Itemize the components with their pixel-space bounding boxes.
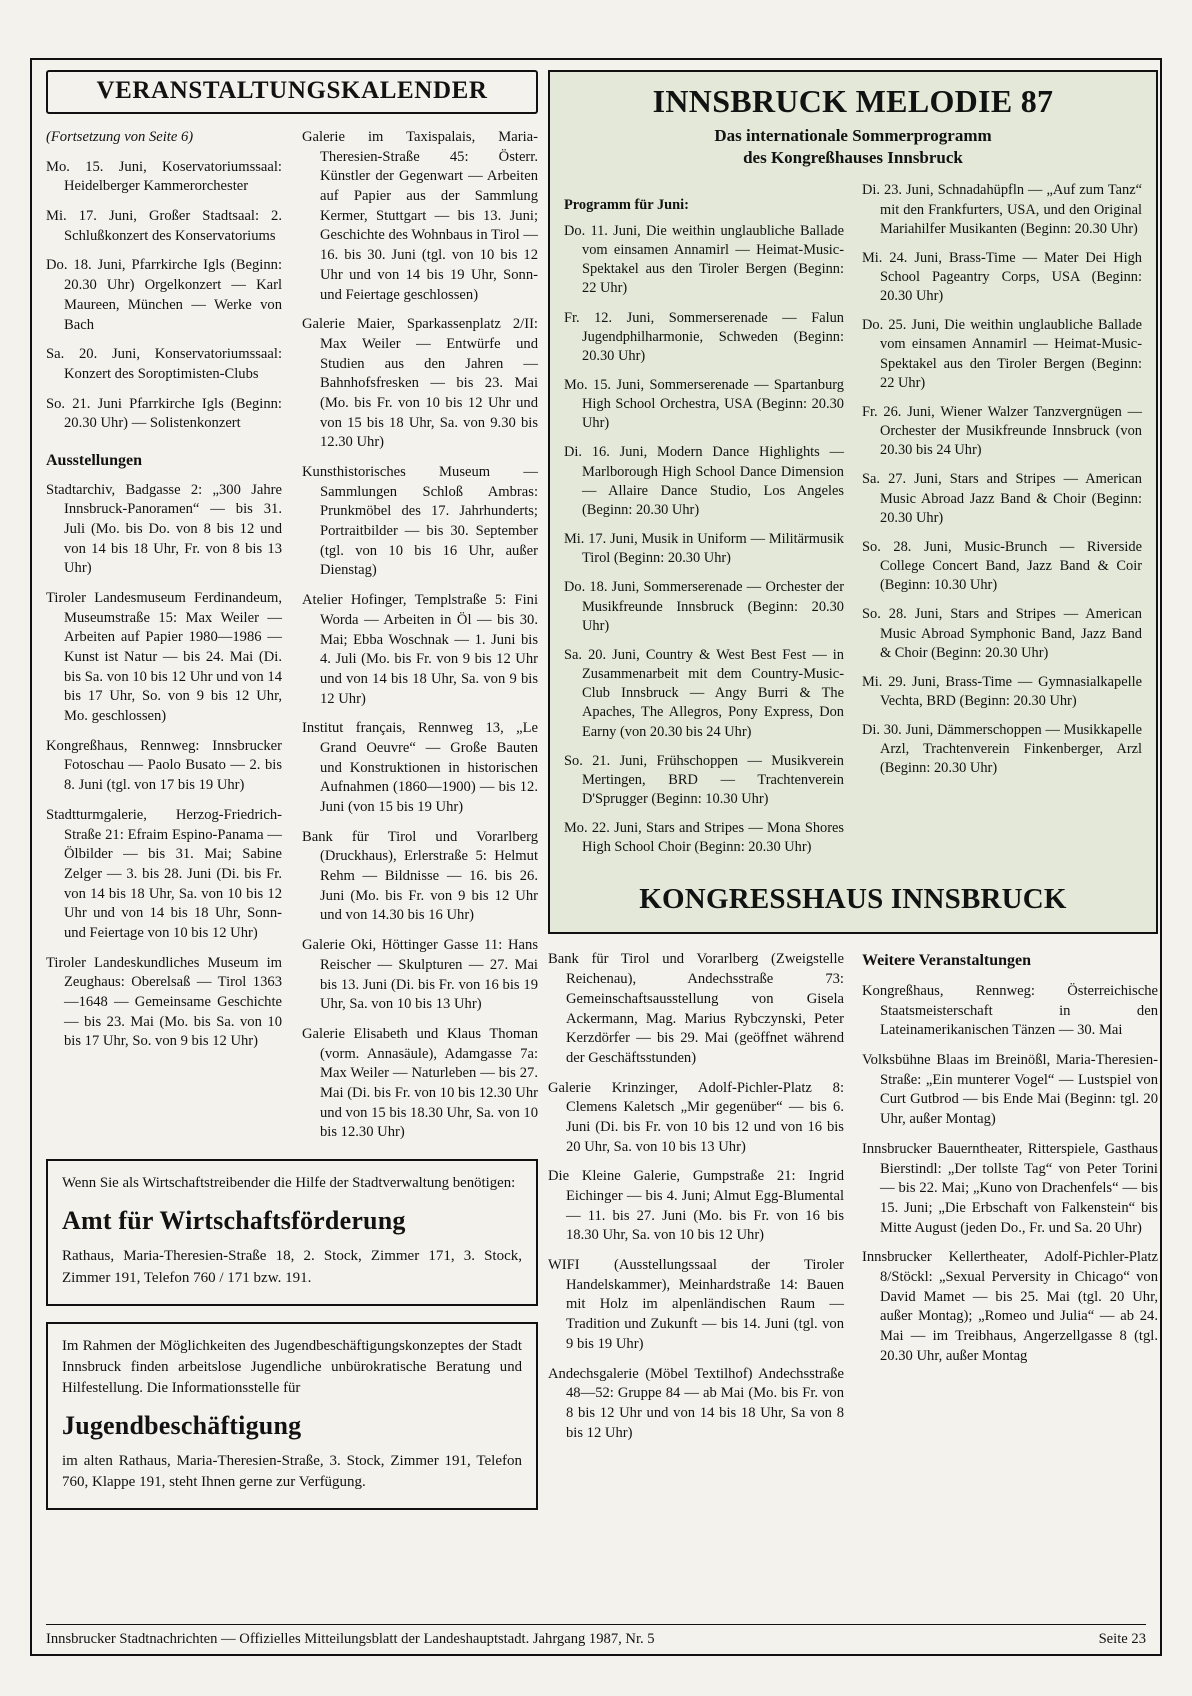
list-item: Do. 11. Juni, Die weithin unglaubliche Ballade vom einsamen Annamirl — Heimat-Music-Spektakel aus den Tiroler Bergen (Beginn: 22 Uhr) [564,222,844,297]
list-item: Di. 16. Juni, Modern Dance Highlights — Marlborough High School Dance Dimension — Allaire Dance Studio, Los Angeles (Beginn: 20.30 Uhr) [564,444,844,518]
list-item: So. 28. Juni, Music-Brunch — Riverside College Concert Band, Jazz Band & Coir (Beginn: 10.30 Uhr) [862,538,1142,594]
list-item: Fr. 12. Juni, Sommerserenade — Falun Jugendphilharmonie, Schweden (Beginn: 20.30 Uhr) [564,309,844,364]
list-item: Galerie Krinzinger, Adolf-Pichler-Platz 8: Clemens Kaletsch „Mir gegenüber“ — bis 6. Juni (Di. bis Fr. von 10 bis 12 und von 16 bis 20 Uhr, Sa. von 10 bis 13 Uhr) [548,1079,844,1155]
list-item: Volksbühne Blaas im Breinößl, Maria-Theresien-Straße: „Ein munterer Vogel“ — Lustspiel von Curt Gutbrod — bis Ende Mai (Beginn: tgl. 20 Uhr, außer Montag) [862,1052,1158,1128]
list-item: Tiroler Landesmuseum Ferdinandeum, Museumstraße 15: Max Weiler — Arbeiten auf Papier 1980—1986 — Kunst ist Natur — bis 24. Mai (Di. bis Sa. von 10 bis 12 Uhr und von 14 bis 17 Uhr, So. von 9 bis 12 Uhr, Mo. geschlossen) [46,589,282,725]
list-item: Sa. 20. Juni, Country & West Best Fest — in Zusammenarbeit mit dem Country-Music-Club Innsbruck — Angy Burri & The Apaches, The Allegros, Pony Express, Don Earny (von 20.30 bis 24 Uhr) [564,646,844,740]
list-item: So. 21. Juni, Frühschoppen — Musikverein Mertingen, BRD — Trachtenverein D'Sprugger (Beginn: 10.30 Uhr) [564,752,844,807]
page-footer [46,1624,1146,1648]
list-item: Do. 18. Juni, Pfarrkirche Igls (Beginn: 20.30 Uhr) Orgelkonzert — Karl Maureen, München — Werke von Bach [46,257,282,333]
continuation-note: (Fortsetzung von Seite 6) [46,129,194,145]
box-address-text: im alten Rathaus, Maria-Theresien-Straße, 3. Stock, Zimmer 191, Telefon 760, Klappe 191, steht Ihnen gerne zur Verfügung. [62,1452,522,1491]
list-item: Atelier Hofinger, Templstraße 5: Fini Worda — Arbeiten in Öl — bis 30. Mai; Ebba Woschnak — 1. Juni bis 4. Juli (Mo. bis Fr. von 9 bis 12 Uhr und von 14 bis 18 Uhr, Sa. von 9 bis 12 Uhr) [302,592,538,707]
box-heading: Amt für Wirtschaftsförderung [62,1206,406,1235]
jugendbeschaeftigung-box [46,1322,538,1511]
list-item: Institut français, Rennweg 13, „Le Grand Oeuvre“ — Große Bauten und Konstruktionen in historischen Aufnahmen (1860—1900) — bis 12. Juni (von 15 bis 19 Uhr) [302,720,538,815]
list-item: Mo. 22. Juni, Stars and Stripes — Mona Shores High School Choir (Beginn: 20.30 Uhr) [564,820,844,856]
list-item: Galerie Oki, Höttinger Gasse 11: Hans Reischer — Skulpturen — 27. Mai bis 13. Juni (Di. bis Fr. von 16 bis 19 Uhr, Sa. von 10 bis 13 Uhr) [302,937,538,1013]
melodie-column-right [862,181,1142,867]
list-item: WIFI (Ausstellungssaal der Tiroler Handelskammer), Meinhardstraße 14: Bauen mit Holz im alpenländischen Raum — Tradition und Zukunft — bis 14. Juni (tgl. von 9 bis 19 Uhr) [548,1257,844,1352]
list-item: Sa. 27. Juni, Stars and Stripes — American Music Abroad Jazz Band & Choir (Beginn: 20.30 Uhr) [862,471,1142,526]
list-item: Andechsgalerie (Möbel Textilhof) Andechsstraße 48—52: Gruppe 84 — ab Mai (Mo. bis Fr. von 8 bis 12 Uhr und von 14 bis 18 Uhr, Sa von 8 bis 12 Uhr) [548,1365,844,1441]
list-item: Mo. 15. Juni, Koservatoriumssaal: Heidelberger Kammerorchester [46,158,282,195]
list-item: Bank für Tirol und Vorarlberg (Druckhaus), Erlerstraße 5: Helmut Rehm — Bildnisse — 16. bis 26. Juni (Mo. bis Fr. von 9 bis 12 Uhr und von 14.30 bis 16 Uhr) [302,828,538,924]
list-item: Stadtturmgalerie, Herzog-Friedrich-Straße 21: Efraim Espino-Panama — Ölbilder — bis 31. Mai; Sabine Zelger — 3. bis 28. Juni (Di. bis Fr. von 14 bis 18 Uhr, Sa. von 10 bis 12 Uhr und von 14 bis 18 Uhr, Sonn- und Feiertage von 10 bis 12 Uhr) [46,806,282,941]
melodie-subtitle-line2: des Kongreßhauses Innsbruck [743,148,963,168]
list-item: So. 28. Juni, Stars and Stripes — American Music Abroad Symphonic Band, Jazz Band & Choir (Beginn: 20.30 Uhr) [862,606,1142,661]
list-item: Mo. 15. Juni, Sommerserenade — Spartanburg High School Orchestra, USA (Beginn: 20.30 Uhr) [564,377,844,432]
list-item: Innsbrucker Kellertheater, Adolf-Pichler-Platz 8/Stöckl: „Sexual Perversity in Chicago“ von David Mamet — bis 25. Mai (tgl. 20 Uhr, außer Montag); „Romeo und Julia“ — ab 24. Mai — im Treibhaus, Angerzellgasse 8 (tgl. 20.30 Uhr, außer Montag [862,1249,1158,1364]
list-item: Kongreßhaus, Rennweg: Österreichische Staatsmeisterschaft in den Lateinamerikanischen Tänzen — 30. Mai [862,983,1158,1039]
list-item: Tiroler Landeskundliches Museum im Zeughaus: Oberelsaß — Tirol 1363—1648 — Gemeinsame Geschichte — bis 23. Mai (Mo. bis Sa. von 10 bis 17 Uhr, So. von 9 bis 12 Uhr) [46,954,282,1050]
list-item: Mi. 17. Juni, Großer Stadtsaal: 2. Schlußkonzert des Konservatoriums [46,208,282,244]
melodie-subtitle [564,125,1142,169]
melodie-column-left [564,181,844,867]
box-intro-text: Wenn Sie als Wirtschaftstreibender die Hilfe der Stadtverwaltung benötigen: [62,1175,516,1191]
exhibitions-continued [548,950,844,1453]
list-item: Kongreßhaus, Rennweg: Innsbrucker Fotoschau — Paolo Busato — 2. bis 8. Juni (tgl. von 17 bis 19 Uhr) [46,737,282,794]
footer-page-number: Seite 23 [1098,1631,1146,1647]
program-heading: Programm für Juni: [564,196,689,213]
page-title: VERANSTALTUNGSKALENDER [46,70,538,114]
list-item: Di. 30. Juni, Dämmerschoppen — Musikkapelle Arzl, Trachtenverein Finkenberger, Arzl (Beginn: 20.30 Uhr) [862,722,1142,777]
list-item: Fr. 26. Juni, Wiener Walzer Tanzvergnügen — Orchester der Musikfreunde Innsbruck (von 20.30 bis 24 Uhr) [862,403,1142,459]
list-item: Sa. 20. Juni, Konservatoriumssaal: Konzert des Soroptimisten-Clubs [46,346,282,382]
section-heading-ausstellungen: Ausstellungen [46,451,143,469]
list-item: Di. 23. Juni, Schnadahüpfln — „Auf zum Tanz“ mit den Frankfurters, USA, und den Original Mariahilfer Musikanten (Beginn: 20.30 Uhr) [862,182,1142,237]
melodie-section [548,70,1158,1453]
box-heading: Jugendbeschäftigung [62,1410,302,1440]
list-item: Stadtarchiv, Badgasse 2: „300 Jahre Innsbruck-Panoramen“ — bis 31. Juli (Mo. bis Do. von 8 bis 12 und von 14 bis 18 Uhr, Fr. von 8 bis 13 Uhr) [46,481,282,577]
bottom-right-columns [548,950,1158,1453]
list-item: So. 21. Juni Pfarrkirche Igls (Beginn: 20.30 Uhr) — Solistenkonzert [46,395,282,432]
list-item: Mi. 29. Juni, Brass-Time — Gymnasialkapelle Vechta, BRD (Beginn: 20.30 Uhr) [862,673,1142,709]
wirtschaftsfoerderung-box [46,1159,538,1306]
list-item: Bank für Tirol und Vorarlberg (Zweigstelle Reichenau), Andechsstraße 73: Gemeinschaftsausstellung von Gisela Ackermann, Mag. Marius Rybczynski, Peter Kerzdörfer — bis 29. Mai (geöffnet während der Geschäftsstunden) [548,951,844,1066]
kongresshaus-title: KONGRESSHAUS INNSBRUCK [639,883,1067,916]
melodie-program-columns [564,181,1142,867]
box-intro-text: Im Rahmen der Möglichkeiten des Jugendbeschäftigungskonzeptes der Stadt Innsbruck finden arbeitslose Jugendliche unbürokratische Beratung und Hilfestellung. Die Informationsstelle für [62,1337,522,1396]
calendar-columns [46,128,538,1143]
calendar-section [46,70,538,1510]
section-heading-weitere: Weitere Veranstaltungen [862,952,1032,970]
melodie-panel [548,70,1158,934]
list-item: Galerie Maier, Sparkassenplatz 2/II: Max Weiler — Entwürfe und Studien aus den Jahren — Bahnhofsfresken — bis 23. Mai (Mo. bis Fr. von 10 bis 12 Uhr und von 15 bis 18 Uhr, Sa. von 9.30 bis 12.30 Uhr) [302,316,538,451]
box-address-text: Rathaus, Maria-Theresien-Straße 18, 2. Stock, Zimmer 171, 3. Stock, Zimmer 191, Telefon 760 / 171 bzw. 191. [62,1248,522,1286]
list-item: Mi. 17. Juni, Musik in Uniform — Militärmusik Tirol (Beginn: 20.30 Uhr) [564,531,844,567]
melodie-title: INNSBRUCK MELODIE 87 [652,83,1054,119]
list-item: Innsbrucker Bauerntheater, Ritterspiele, Gasthaus Bierstindl: „Der tollste Tag“ von Peter Torini — bis 22. Mai; „Kuno von Drachenfels“ — bis 15. Juni; „Die Erbschaft von Falkenstein“ bis Mitte August (jeden Do., Fr. und Sa. 20 Uhr) [862,1140,1158,1236]
list-item: Do. 18. Juni, Sommerserenade — Orchester der Musikfreunde Innsbruck (Beginn: 20.30 Uhr) [564,579,844,634]
page-frame [30,58,1162,1656]
list-item: Galerie Elisabeth und Klaus Thoman (vorm. Annasäule), Adamgasse 7a: Max Weiler — Naturleben — bis 27. Mai (Di. bis Fr. von 10 bis 12.30 Uhr und von 15 bis 18.30 Uhr, Sa. von 10 bis 12.30 Uhr) [302,1025,538,1141]
melodie-subtitle-line1: Das internationale Sommerprogramm [714,126,992,146]
list-item: Mi. 24. Juni, Brass-Time — Mater Dei High School Pageantry Corps, USA (Beginn: 20.30 Uhr) [862,249,1142,305]
list-item: Die Kleine Galerie, Gumpstraße 21: Ingrid Eichinger — bis 4. Juni; Almut Egg-Blumental — 11. bis 27. Juni (Mo. bis Fr. von 16 bis 18.30 Uhr, Sa. von 10 bis 12 Uhr) [548,1168,844,1244]
weitere-veranstaltungen [862,950,1158,1453]
list-item: Galerie im Taxispalais, Maria-Theresien-Straße 45: Österr. Künstler der Gegenwart — Arbeiten auf Papier aus der Sammlung Kermer, Stuttgart — bis 13. Juni; Geschichte des Wohnbaus in Tirol — 16. bis 30. Juni (tgl. von 10 bis 12 Uhr und von 14 bis 19 Uhr, Sonn- und Feiertage geschlossen) [302,129,538,303]
footer-left-text: Innsbrucker Stadtnachrichten — Offizielles Mitteilungsblatt der Landeshauptstadt. Jahrgang 1987, Nr. 5 [46,1631,655,1647]
list-item: Do. 25. Juni, Die weithin unglaubliche Ballade vom einsamen Annamirl — Heimat-Music-Spektakel aus den Tiroler Bergen (Beginn: 22 Uhr) [862,317,1142,391]
list-item: Kunsthistorisches Museum — Sammlungen Schloß Ambras: Prunkmöbel des 17. Jahrhunderts; Portraitbilder — bis 30. September (tgl. von 10 bis 16 Uhr, außer Dienstag) [302,464,538,579]
